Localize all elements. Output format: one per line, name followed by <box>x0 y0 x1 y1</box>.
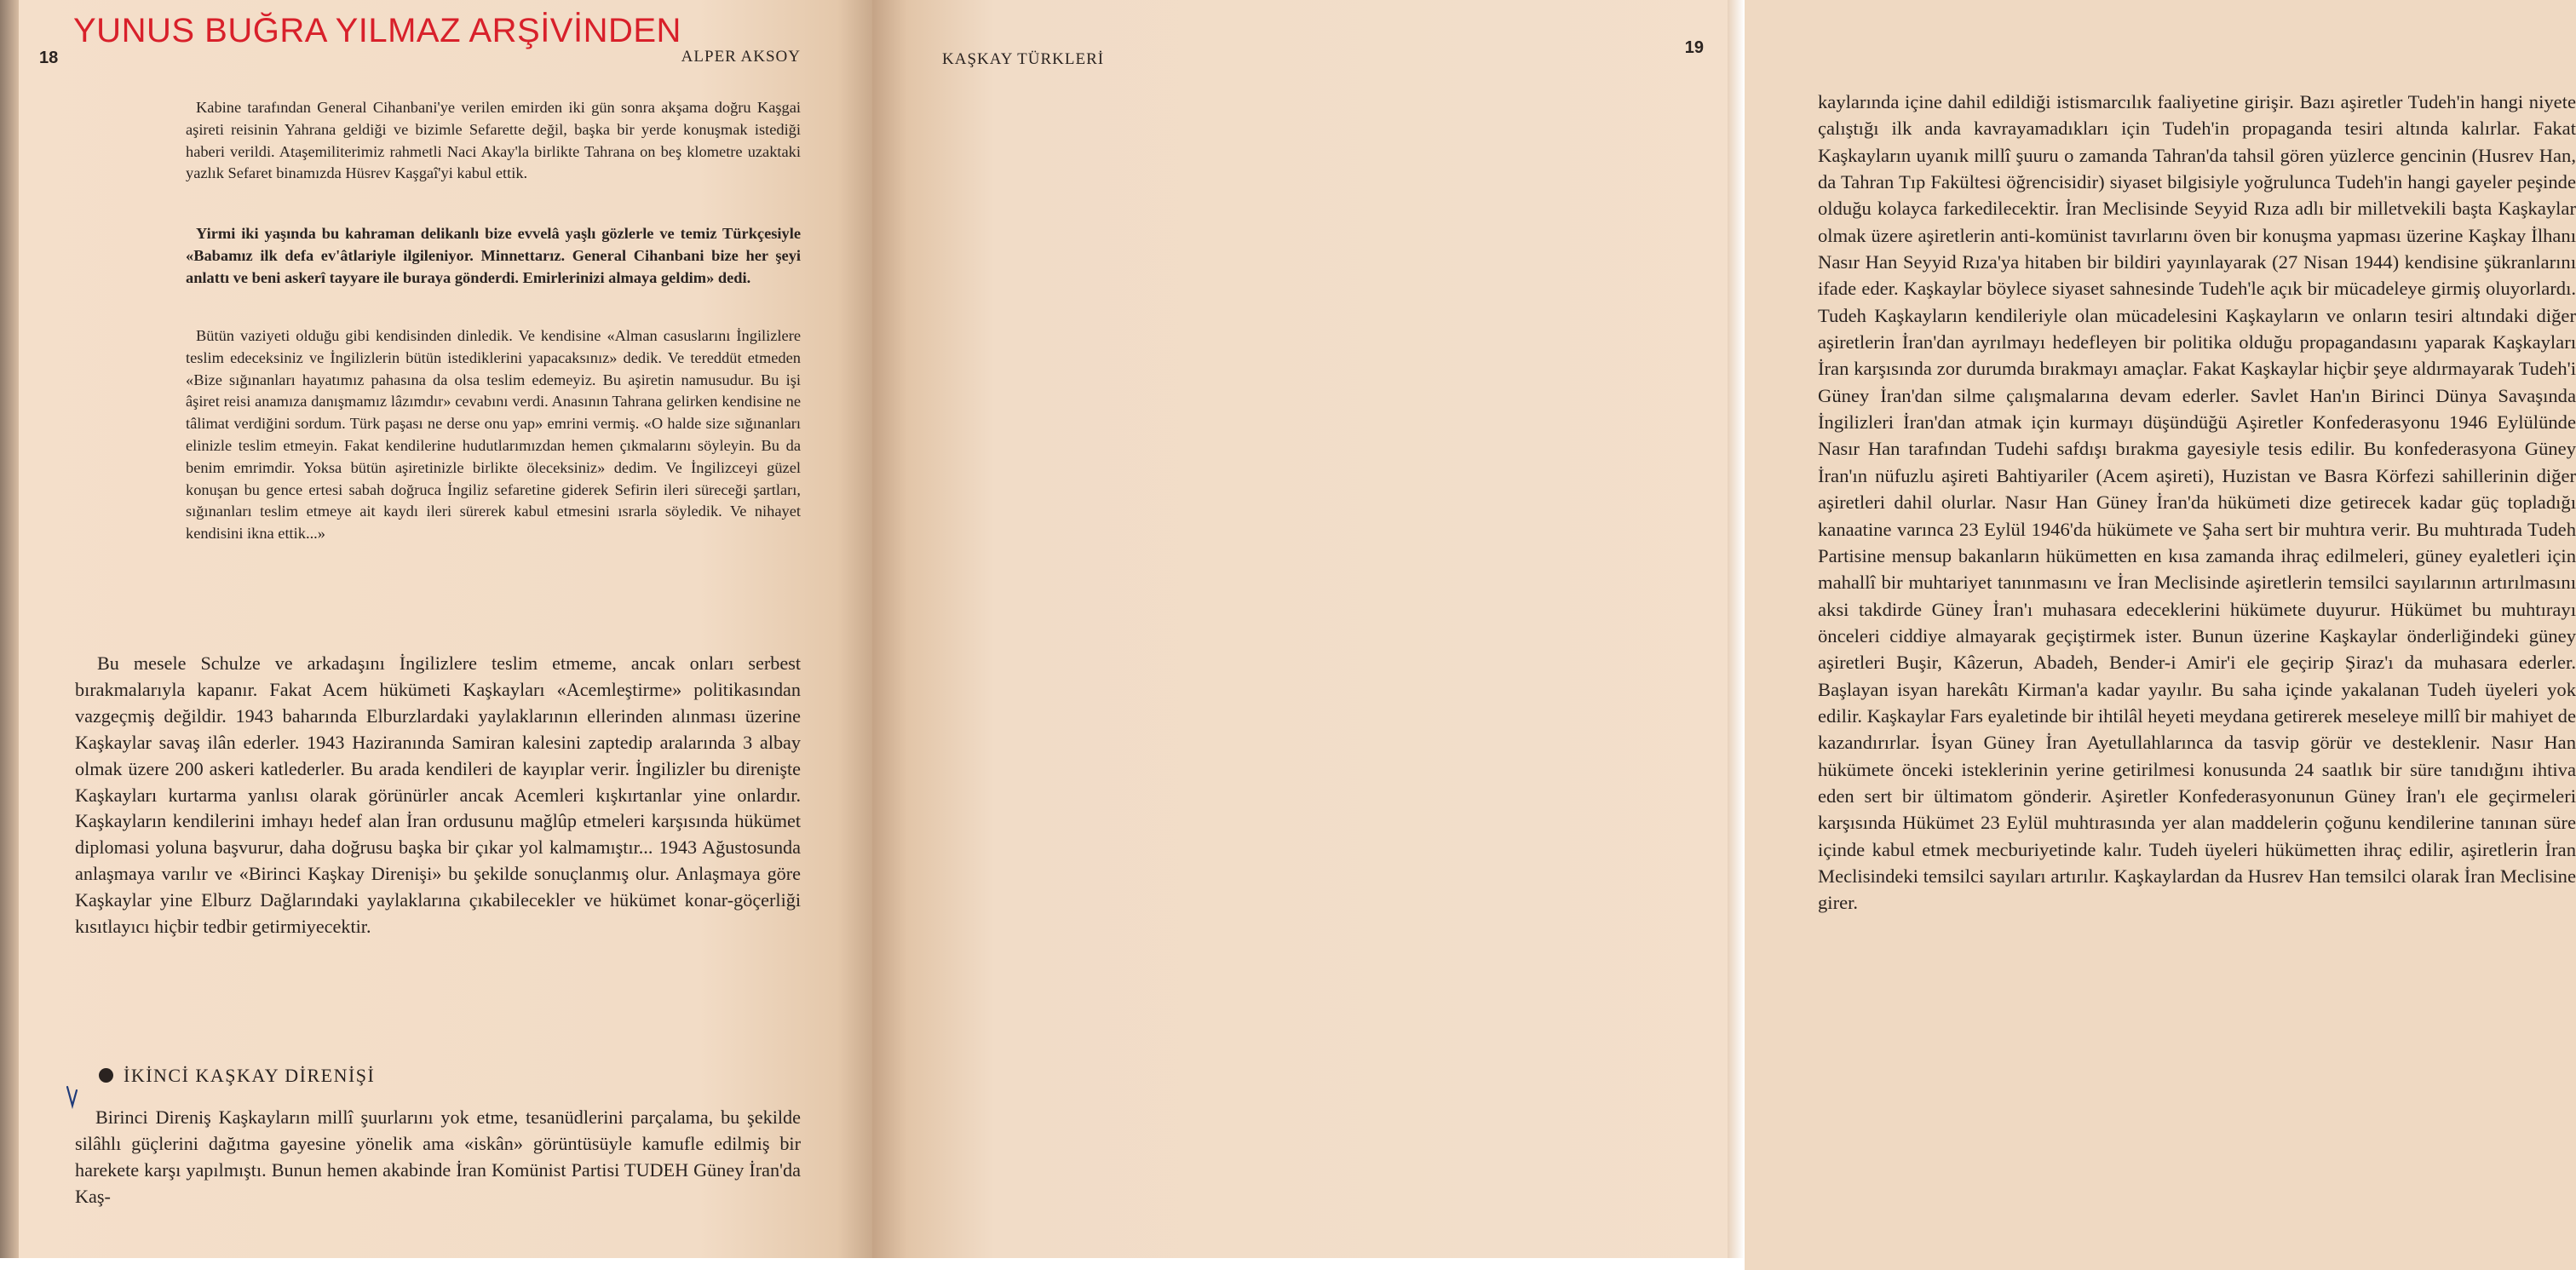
bullet-icon <box>99 1068 113 1083</box>
left-page <box>0 0 872 1270</box>
book-edge-left <box>0 0 19 1270</box>
section-heading <box>99 1065 375 1087</box>
body-paragraph: Bu mesele Schulze ve arkadaşını İngilizlere teslim etmeme, ancak onları serbest bırakmalarıyla kapanır. Fakat Acem hükümeti Kaşkayları «Acemleştirme» politikasından vazgeçmiş değildir. 1943 baharında Elburzlardaki yaylaklarının ellerinden alınması üzerine Kaşkaylar savaş ilân ederler. 1943 Haziranında Samiran kalesini zaptedip aralarında 3 albay olmak üzere 200 askeri katlederler. Bu arada kendileri de kayıplar verir. İngilizler bu direnişte Kaşkayları kurtarma yanlısı olarak görünürler ancak Acemleri kışkırtanlar yine onlardır. Kaşkayların kendilerini imhayı hedef alan İran ordusunu mağlûp etmeleri karşısında hükümet diplomasi yoluna başvurur, daha doğrusu başka bir çıkar yol kalmamıştır... 1943 Ağustosunda anlaşmaya varılır ve «Birinci Kaşkay Direnişi» bu şekilde sonuçlanmış olur. Anlaşmaya göre Kaşkaylar yine Elburz Dağlarındaki yaylaklarına çıkabilecekler ve hükümet konar-göçerliği kısıtlayıcı hiçbir tedbir getirmiyecektir. <box>75 652 801 938</box>
body-text <box>75 651 801 940</box>
archive-watermark: YUNUS BUĞRA YILMAZ ARŞİVİNDEN <box>73 12 681 49</box>
running-head-author: ALPER AKSOY <box>681 48 801 66</box>
body-paragraph: Birinci Direniş Kaşkayların millî şuurlarını yok etme, tesanüdlerini parçalama, bu şekilde silâhlı güçlerini dağıtma gayesine yönelik ama «iskân» görüntüsüyle kamufle edilmiş bir harekete karşı yapılmıştı. Bunun hemen akabinde İran Komünist Partisi TUDEH Güney İran'da Kaş- <box>75 1106 801 1207</box>
body-paragraph: kaylarında içine dahil edildiği istismarcılık faaliyetine girişir. Bazı aşiretler Tudeh'in hangi niyete çalıştığı ilk anda kavrayamadıkları için Tudeh'in propaganda tesiri altında kalırlar. Fakat Kaşkayların uyanık millî şuuru o zamanda Tahran'da tahsil gören yüzlerce gencinin (Husrev Han, da Tahran Tıp Fakültesi öğrencisidir) siyaset bilgisiyle yoğrulunca Tudeh'in hangi gayeler peşinde olduğu kolayca farkedilecektir. İran Meclisinde Seyyid Rıza adlı bir milletvekili başta Kaşkaylar olmak üzere aşiretlerin anti-komünist tavırlarını öven bir konuşma yapması üzerine Kaşkay İlhanı Nasır Han Seyyid Rıza'ya hitaben bir bildiri yayınlayarak (27 Nisan 1944) kendisine şükranlarını ifade eder. Kaşkaylar böylece siyaset sahnesinde Tudeh'le açık bir mücadeleye girmiş oluyorlardı. Tudeh Kaşkayların kendileriyle olan mücadelesini Kaşkayların ve onların tesiri altındaki diğer aşiretlerin İran'dan ayrılmayı hedefleyen bir politika olduğu propagandasını yaparak Kaşkayları İran karşısında zor durumda bırakmayı amaçlar. Fakat Kaşkaylar hiçbir şeye aldırmayarak Tudeh'i Güney İran'dan silme çalışmalarına devam ederler. Savlet Han'ın Birinci Dünya Savaşında İngilizleri İran'dan atmak için kurmayı düşündüğü Aşiretler Konfederasyonu 1946 Eylülünde Nasır Han tarafından Tudehi safdışı bırakma gayesiyle tesis edilir. Bu konfederasyona Güney İran'ın nüfuzlu aşireti Bahtiyariler (Acem aşireti), Huzistan ve Basra Körfezi sahillerinin diğer aşiretleri dahil olurlar. Nasır Han Güney İran'da hükümeti dize getirecek kadar güç topladığı kanaatine varınca 23 Eylül 1946'da hükümete ve Şaha sert bir muhtıra verir. Bu muhtırada Tudeh Partisine mensup bakanların hükümetten en kısa zamanda ihraç edilmeleri, güney eyaletleri için mahallî bir muhtariyet tanınmasını ve İran Meclisinde aşiretlerin temsilci sayılarının artırılmasını aksi takdirde Güney İran'ı muhasara edeceklerini hükümete duyurur. Hükümet bu muhtırayı önceleri ciddiye almayarak geçiştirmek ister. Bunun üzerine Kaşkaylar önderliğindeki güney aşiretleri Buşir, Kâzerun, Abadeh, Bender-i Amir'i ele geçirip Şiraz'ı da muhasara ederler. Başlayan isyan harekâtı Kirman'a kadar yayılır. Bu saha içinde yakalanan Tudeh üyeleri yok edilir. Kaşkaylar Fars eyaletinde bir ihtilâl heyeti meydana getirerek meseleye millî bir mahiyet de kazandırırlar. İsyan Güney İran Ayetullahlarınca da tasvip görür ve desteklenir. Nasır Han hükümete önceki isteklerinin yerine getirilmesi konusunda 24 saatlık bir süre tanıdığını ihtiva eden sert bir ültimatom gönderir. Aşiretler Konfederasyonunun Güney İran'ı ele geçirmeleri karşısında Hükümet 23 Eylül muhtırasında yer alan maddelerin çoğunu kendilerine tanınan süre içinde kabul etmek mecburiyetinde kalır. Tudeh üyeleri hükümetten ihraç edilir, aşiretlerin İran Meclisindeki temsilci sayıları artırılır. Kaşkaylardan da Husrev Han temsilci olarak İran Meclisine girer. <box>1818 91 2576 914</box>
body-text <box>75 1105 801 1210</box>
body-text <box>1818 89 2576 917</box>
quote-block <box>186 97 801 185</box>
running-head-title: KAŞKAY TÜRKLERİ <box>942 50 1105 68</box>
page-number-right: 19 <box>1684 38 1704 57</box>
section-heading-text: İKİNCİ KAŞKAY DİRENİŞİ <box>124 1065 376 1086</box>
scan-border-bottom <box>0 1258 1745 1270</box>
quote-block <box>186 325 801 545</box>
quote-paragraph: Kabine tarafından General Cihanbani'ye verilen emirden iki gün sonra akşama doğru Kaşgai aşireti reisinin Yahrana geldiği ve bizimle Sefarette değil, başka bir yerde konuşmak istediği haberi verildi. Ataşemiliterimiz rahmetli Naci Akay'la birlikte Tahrana on beş klometre uzaktaki yazlık Sefaret binamızda Hüsrev Kaşgaî'yi kabul ettik. <box>186 99 801 182</box>
quote-block <box>186 223 801 289</box>
book-edge-right <box>1728 0 1745 1270</box>
quote-paragraph-bold: Yirmi iki yaşında bu kahraman delikanlı bize evvelâ yaşlı gözlerle ve temiz Türkçesiyle «Babamız ilk defa ev'âtlariyle ilgileniyor. Minnettarız. General Cihanbani bize her şeyi anlattı ve beni askerî tayyare ile buraya gönderdi. Emirlerinizi almaya geldim» dedi. <box>186 225 801 286</box>
quote-paragraph: Bütün vaziyeti olduğu gibi kendisinden dinledik. Ve kendisine «Alman casuslarını İngilizlere teslim edeceksiniz ve İngilizlerin bütün istediklerini yapacaksınız» dedik. Ve tereddüt etmeden «Bize sığınanları hayatımız pahasına da olsa teslim edemeyiz. Bu aşiretin namusudur. Bu işi âşiret reisi anamıza danışmamız lâzımdır» cevabını verdi. Anasının Tahrana gelirken kendisine ne tâlimat verdiğini sordum. Türk paşası ne derse onu yap» emrini vermiş. «O halde size sığınanları elinizle teslim etmeyin. Fakat kendilerine hudutlarımızdan hemen çıkmalarını söyleyin. Bu da benim emrimdir. Yoksa bütün aşiretinizle birlikte öleceksiniz» dedim. Ve İngilizceyi güzel konuşan bu gence ertesi sabah doğruca İngiliz sefaretine giderek Sefirin ileri süreceği şartları, sığınanları teslim etmeye ait kaydı ileri sürerek kabul etmesini ısrarla söyledik. Ve nihayet kendisini ikna ettik...» <box>186 327 801 543</box>
page-number-left: 18 <box>39 49 59 67</box>
right-page <box>872 0 2576 1270</box>
